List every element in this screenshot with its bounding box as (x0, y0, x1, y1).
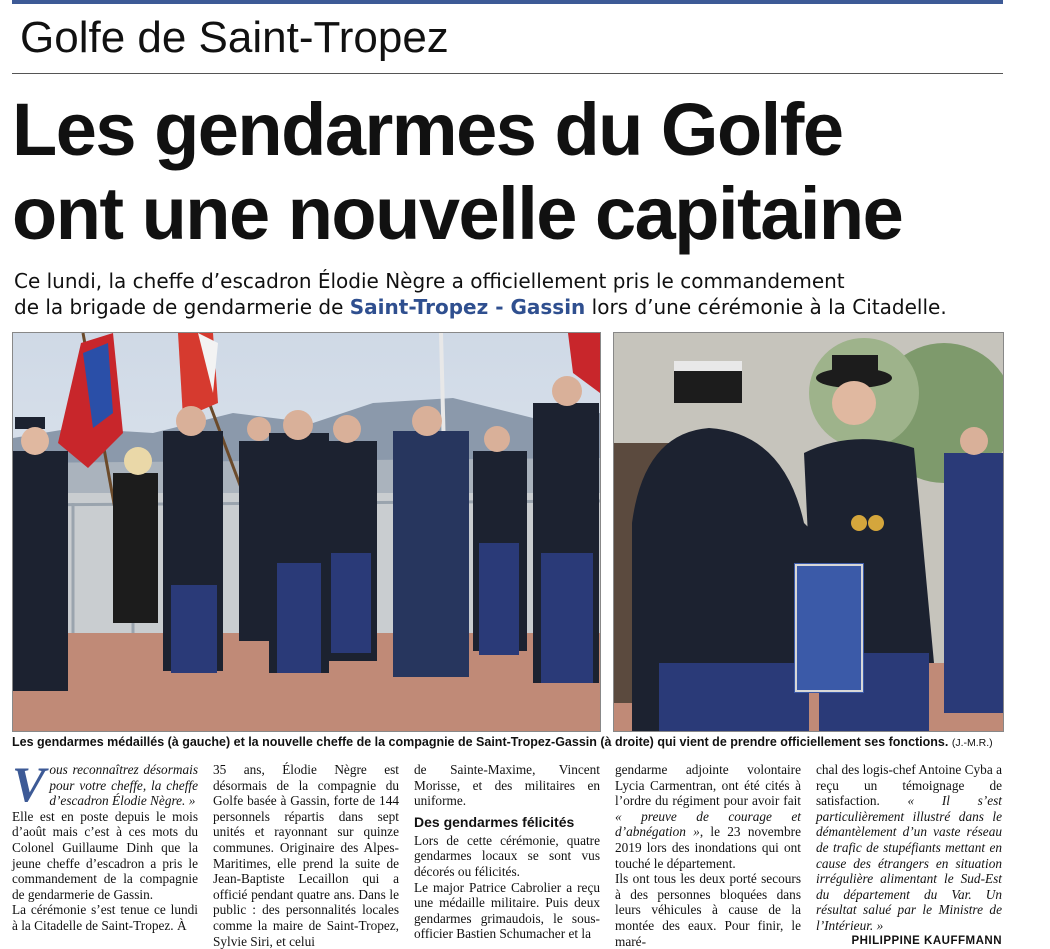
paragraph: La cérémonie s’est tenue ce lundi à la Citadelle de Saint-Tropez. À (12, 902, 198, 933)
photo-caption (12, 734, 1003, 751)
paragraph: 35 ans, Élodie Nègre est désormais de la compagnie du Golfe basée à Gassin, forte de 144 personnels répartis dans sept unités et rayonnant sur quinze communes. Originaire des Alpes-Maritimes, elle prend la suite de Jean-Baptiste Lecaillon qui a officié pendant quatre ans. Dans le public : des personnalités locales comme la maire de Saint-Tropez, Sylvie Siri, et celui (213, 762, 399, 949)
article-column-2 (213, 762, 399, 949)
photo-new-commander (613, 332, 1004, 732)
paragraph: Elle est en poste depuis le mois d’août mais c’est à ces mots du Colonel Guillaume Dinh que la jeune cheffe d’escadron a pris le commandement de la compagnie de gendarmerie de Gassin. (12, 808, 198, 902)
photo-credit: (J.-M.R.) (951, 737, 993, 749)
paragraph: Le major Patrice Cabrolier a reçu une médaille militaire. Puis deux gendarmes grimaudois, le sous-officier Bastien Schumacher et la (414, 879, 600, 942)
standfirst-text-b: lors d’une cérémonie à la Citadelle. (585, 295, 947, 319)
caption-text: Les gendarmes médaillés (à gauche) et la nouvelle cheffe de la compagnie de Saint-Tropez-Gassin (à droite) qui vient de prendre officiellement ses fonctions. (12, 735, 949, 749)
section-title: Golfe de Saint-Tropez (20, 13, 449, 62)
article-column-1 (12, 756, 198, 934)
text-run: , le 23 novembre 2019 lors des inondations qui ont touché le département. (615, 824, 801, 871)
section-divider (12, 73, 1003, 74)
headline-line-1: Les gendarmes du Golfe (12, 88, 843, 171)
dropcap: V (12, 756, 46, 812)
text-run: chal des logis-chef Antoine Cyba a reçu un témoignage de satisfaction. (816, 762, 1002, 809)
standfirst (14, 268, 1014, 320)
photo-medal-ceremony (12, 332, 601, 732)
standfirst-text-a: de la brigade de gendarmerie de (14, 295, 350, 319)
article-column-5 (816, 762, 1002, 949)
standfirst-line-2 (14, 294, 1014, 320)
quote-opening: ous reconnaîtrez désormais pour votre cheffe, la cheffe d’escadron Élodie Nègre. » (49, 762, 198, 809)
article-column-4 (615, 762, 801, 949)
paragraph: de Sainte-Maxime, Vincent Morisse, et des militaires en uniforme. (414, 762, 600, 809)
top-accent-bar (12, 0, 1003, 4)
standfirst-highlight: Saint-Tropez - Gassin (349, 295, 586, 319)
author-signature: PHILIPPINE KAUFFMANN (851, 934, 1002, 947)
paragraph: Lors de cette cérémonie, quatre gendarmes locaux se sont vus décorés ou félicités. (414, 832, 600, 879)
headline (12, 88, 1022, 256)
headline-line-2: ont une nouvelle capitaine (12, 172, 903, 255)
standfirst-line-1: Ce lundi, la cheffe d’escadron Élodie Nègre a officiellement pris le commandement (14, 269, 845, 293)
text-run: gendarme adjointe volontaire Lycia Carmentran, ont été cités à l’ordre du régiment pour avoir fait (615, 762, 801, 809)
quote-citation: « preuve de courage et d’abnégation » (615, 808, 801, 840)
subheading: Des gendarmes félicités (414, 813, 575, 830)
paragraph: Ils ont tous les deux porté secours à des personnes bloquées dans leurs véhicules à cause de la montée des eaux. Pour finir, le maré- (615, 871, 801, 949)
quote-satisfaction: « Il s’est particulièrement illustré dans le démantèlement d’un vaste réseau de trafic de stupéfiants mettant en cause des étrangers en situation irrégulière alimentant le Sud-Est du département du Var. Un résultat salué par le Ministre de l’Intérieur. » (816, 793, 1002, 933)
article-column-3 (414, 762, 600, 942)
